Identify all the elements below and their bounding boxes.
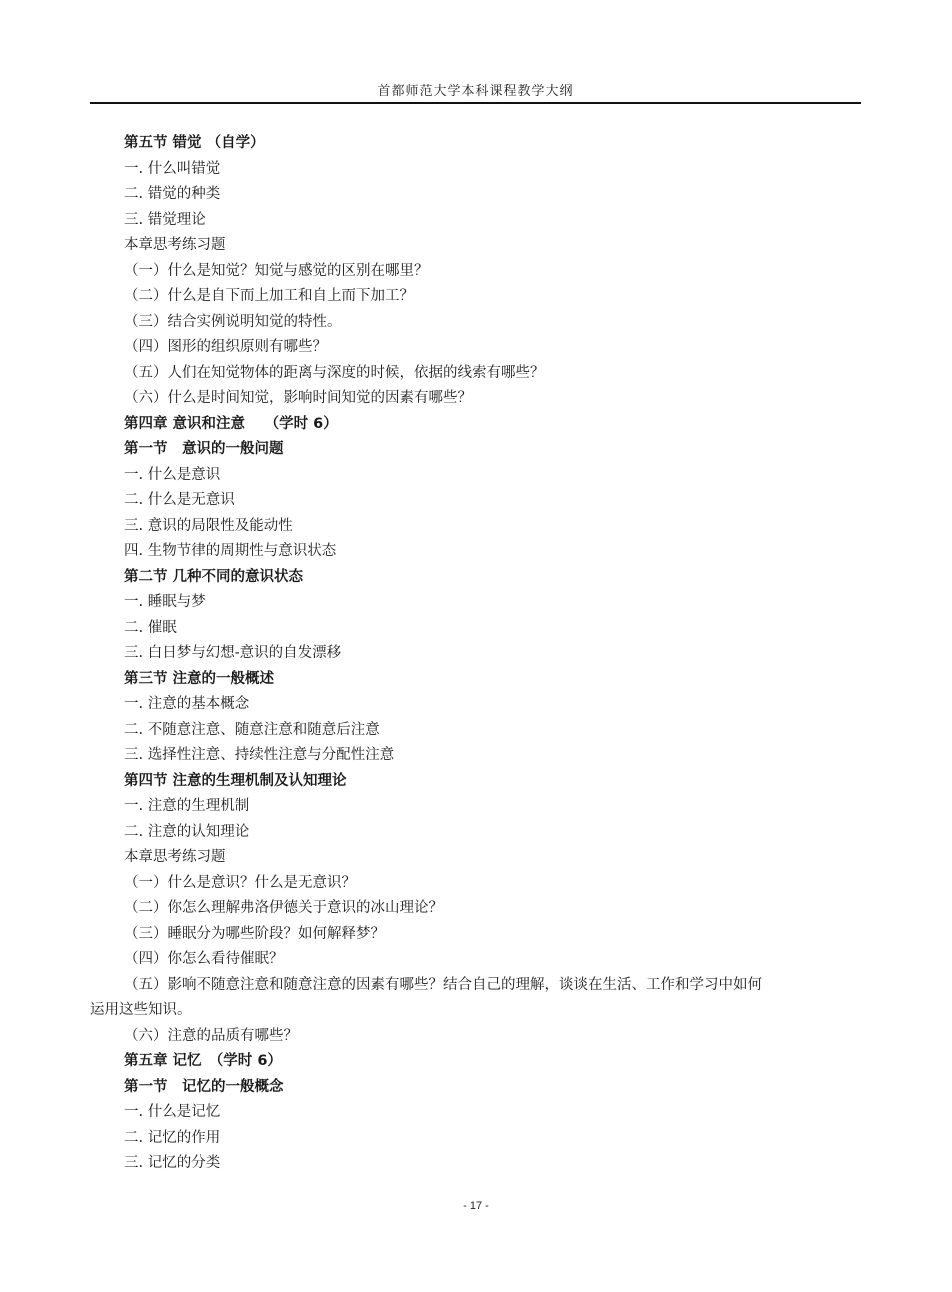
list-item: 三. 白日梦与幻想-意识的自发漂移 [124,645,342,661]
exercise-item: （四）图形的组织原则有哪些？ [124,339,327,355]
section-heading: 第一节 意识的一般问题 [124,441,284,457]
list-item: 一. 注意的生理机制 [124,798,250,814]
exercise-item-continuation: 运用这些知识。 [90,1002,192,1018]
section-heading: 第四节 注意的生理机制及认知理论 [124,772,347,789]
header-divider [90,102,861,104]
exercise-item: （二）你怎么理解弗洛伊德关于意识的冰山理论？ [124,900,443,916]
section-heading: 第五节 错觉 （自学） [124,135,265,151]
list-item: 二. 错觉的种类 [124,186,221,202]
exercise-item: （六）什么是时间知觉，影响时间知觉的因素有哪些？ [124,390,472,406]
exercise-item: （五）人们在知觉物体的距离与深度的时候，依据的线索有哪些？ [124,364,545,381]
exercise-item: （一）什么是意识？什么是无意识？ [124,874,356,891]
list-item: 二. 什么是无意识 [124,492,235,508]
section-heading: 第三节 注意的一般概述 [124,670,275,687]
list-item: 一. 什么是记忆 [124,1104,221,1120]
list-item: 二. 记忆的作用 [124,1129,221,1146]
exercise-item: （六）注意的品质有哪些？ [124,1027,298,1044]
running-header: 首都师范大学本科课程教学大纲 [377,84,574,99]
exercise-item-line: （五）影响不随意注意和随意注意的因素有哪些？结合自己的理解，谈谈在生活、工作和学习中如何 [124,976,762,993]
list-item: 一. 注意的基本概念 [124,696,250,712]
page-number: - 17 - [463,1200,489,1212]
list-item: 三. 选择性注意、持续性注意与分配性注意 [124,747,395,763]
exercise-item: （四）你怎么看待催眠？ [124,951,284,967]
chapter-heading: 第五章 记忆 （学时 6） [124,1053,282,1069]
list-item: 三. 意识的局限性及能动性 [124,517,293,534]
list-item: 二. 注意的认知理论 [124,823,250,840]
chapter-heading: 第四章 意识和注意 （学时 6） [124,415,338,432]
exercise-item: （一）什么是知觉？知觉与感觉的区别在哪里？ [124,262,429,279]
section-heading: 第一节 记忆的一般概念 [124,1078,284,1095]
list-item: 一. 什么是意识 [124,466,221,483]
exercise-item: （三）睡眠分为哪些阶段？如何解释梦？ [124,925,385,942]
exercise-item [90,973,861,1024]
list-item: 三. 错觉理论 [124,211,206,228]
list-item: 一. 什么叫错觉 [124,160,221,177]
document-body [90,131,861,1177]
list-item: 二. 催眠 [124,619,177,636]
list-item: 三. 记忆的分类 [124,1155,221,1171]
list-item: 四. 生物节律的周期性与意识状态 [124,543,337,559]
exercise-heading: 本章思考练习题 [124,849,226,865]
exercise-item: （二）什么是自下而上加工和自上而下加工？ [124,288,414,304]
exercise-item: （三）结合实例说明知觉的特性。 [124,313,342,330]
exercise-heading: 本章思考练习题 [124,237,226,253]
section-heading: 第二节 几种不同的意识状态 [124,568,304,585]
list-item: 一. 睡眠与梦 [124,594,206,610]
list-item: 二. 不随意注意、随意注意和随意后注意 [124,721,380,738]
